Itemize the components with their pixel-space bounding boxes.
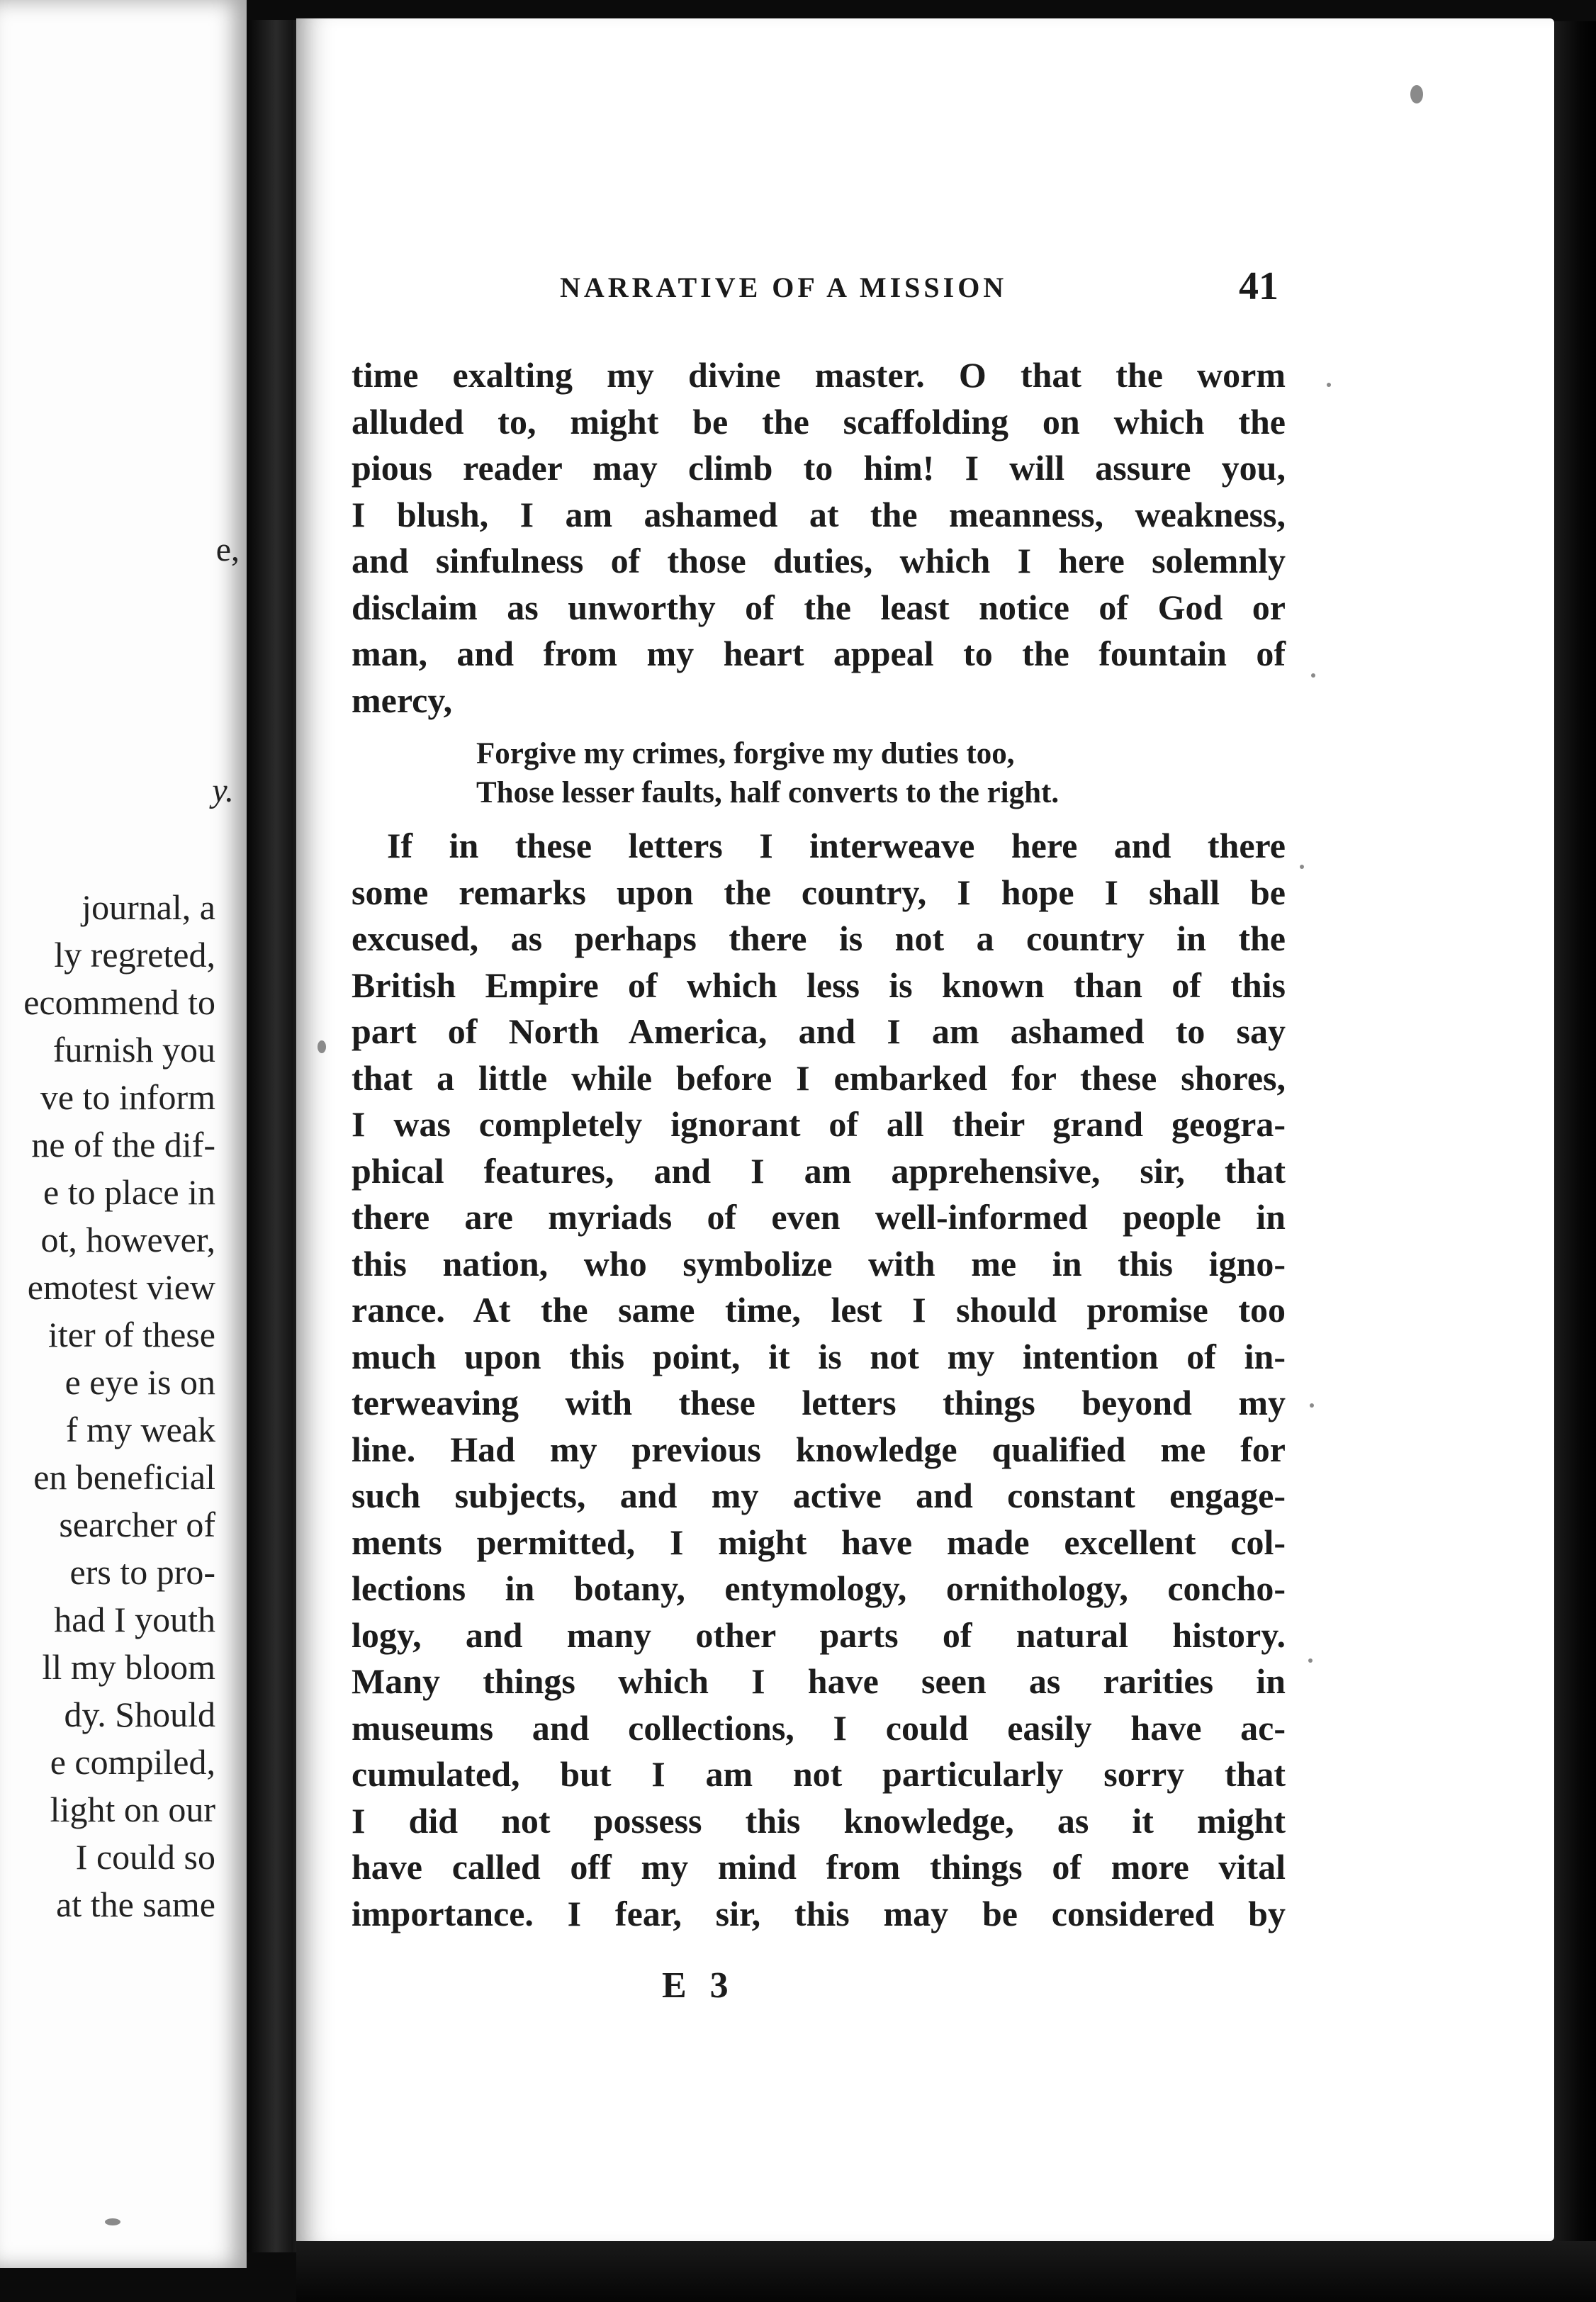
text-line: that a little while before I embarked for these shores, [352, 1057, 1286, 1098]
text-line: I was completely ignorant of all their grand geogra- [352, 1104, 1286, 1144]
text-line: If in these letters I interweave here and there [387, 826, 1286, 865]
left-page-line-fragment: e eye is on [64, 1362, 215, 1402]
scan-speck [1310, 1403, 1314, 1408]
scan-speck [105, 2218, 120, 2225]
text-line: I did not possess this knowledge, as it might [352, 1800, 1286, 1841]
text-line: cumulated, but I am not particularly sorry that [352, 1754, 1286, 1794]
facing-left-page [0, 0, 247, 2268]
text-line: excused, as perhaps there is not a country in the [352, 919, 1286, 958]
text-line: Many things which I have seen as rarities in [352, 1661, 1286, 1701]
text-line: part of North America, and I am ashamed to say [352, 1011, 1286, 1051]
page-number: 41 [1239, 264, 1279, 308]
left-page-line-fragment: en beneficial [33, 1457, 215, 1497]
verse-line: Forgive my crimes, forgive my duties too, [476, 737, 1015, 770]
text-line: rance. At the same time, lest I should promise too [352, 1290, 1286, 1330]
left-page-line-fragment: f my weak [65, 1410, 215, 1449]
text-line: such subjects, and my active and constant engage- [352, 1476, 1286, 1515]
text-line: importance. I fear, sir, this may be considered by [352, 1893, 1286, 1933]
left-page-line-fragment: at the same [56, 1885, 215, 1924]
text-line: line. Had my previous knowledge qualified me for [352, 1429, 1286, 1469]
text-line: logy, and many other parts of natural history. [352, 1615, 1286, 1655]
left-page-line-fragment: e compiled, [50, 1742, 215, 1782]
scan-speck [1327, 383, 1331, 387]
text-line: terweaving with these letters things beyond my [352, 1383, 1286, 1422]
left-page-stray-mark: y. [212, 772, 234, 809]
left-page-line-fragment: journal, a [82, 887, 215, 927]
text-line: ments permitted, I might have made excellent col- [352, 1522, 1286, 1562]
left-page-line-fragment: had I youth [54, 1600, 215, 1639]
scan-speck [317, 1040, 326, 1053]
text-line: alluded to, might be the scaffolding on which the [352, 401, 1286, 442]
page-bottom-shadow [296, 2241, 1596, 2302]
scan-speck [1311, 673, 1315, 678]
text-line: lections in botany, entymology, ornithology, concho- [352, 1568, 1286, 1608]
text-line: mercy, [352, 680, 453, 720]
left-page-line-fragment: I could so [75, 1837, 215, 1877]
scan-speck [1308, 1658, 1313, 1663]
page-edge-shadow [1554, 21, 1596, 2302]
text-line: and sinfulness of those duties, which I here solemnly [352, 541, 1286, 580]
paragraph-2 [352, 823, 1286, 1937]
text-line: phical features, and I am apprehensive, sir, that [352, 1150, 1286, 1191]
scan-speck [1300, 865, 1304, 869]
left-page-line-fragment: ecommend to [23, 982, 215, 1022]
left-page-line-fragment: ers to pro- [69, 1552, 215, 1592]
left-page-line-fragment: ot, however, [40, 1220, 215, 1259]
text-line: pious reader may climb to him! I will assure you, [352, 448, 1286, 488]
text-line: there are myriads of even well-informed people in [352, 1197, 1286, 1237]
left-page-stray-mark: e, [215, 531, 240, 568]
left-page-line-fragment: ne of the dif- [31, 1125, 215, 1164]
left-page-line-fragment: e to place in [43, 1172, 215, 1212]
left-page-line-fragment: ve to inform [40, 1077, 215, 1117]
text-line: time exalting my divine master. O that the worm [352, 355, 1286, 395]
signature-mark: E 3 [662, 1965, 736, 2006]
text-line: British Empire of which less is known than of this [352, 965, 1286, 1005]
text-line: this nation, who symbolize with me in this igno- [352, 1243, 1286, 1284]
text-line: disclaim as unworthy of the least notice of God or [352, 587, 1286, 627]
left-page-line-fragment: dy. Should [64, 1695, 215, 1734]
text-line: some remarks upon the country, I hope I shall be [352, 872, 1286, 912]
text-line: I blush, I am ashamed at the meanness, weakness, [352, 494, 1286, 534]
text-line: man, and from my heart appeal to the fountain of [352, 634, 1286, 673]
left-page-line-fragment: searcher of [59, 1505, 215, 1544]
text-line: have called off my mind from things of more vital [352, 1847, 1286, 1887]
verse-quotation [476, 734, 1059, 812]
paragraph-1 [352, 352, 1286, 724]
left-page-line-fragment: light on our [50, 1790, 215, 1829]
left-page-line-fragment: ll my bloom [42, 1647, 215, 1687]
text-line: much upon this point, it is not my intention of in- [352, 1336, 1286, 1376]
left-page-line-fragment: iter of these [47, 1315, 215, 1354]
left-page-line-fragment: furnish you [52, 1030, 215, 1069]
verse-line: Those lesser faults, half converts to the right. [476, 776, 1060, 809]
text-line: museums and collections, I could easily have ac- [352, 1707, 1286, 1748]
running-head: NARRATIVE OF A MISSION [560, 271, 1008, 303]
scan-speck [1410, 85, 1423, 103]
left-page-line-fragment: ly regreted, [54, 935, 215, 975]
left-page-line-fragment: emotest view [27, 1267, 215, 1307]
